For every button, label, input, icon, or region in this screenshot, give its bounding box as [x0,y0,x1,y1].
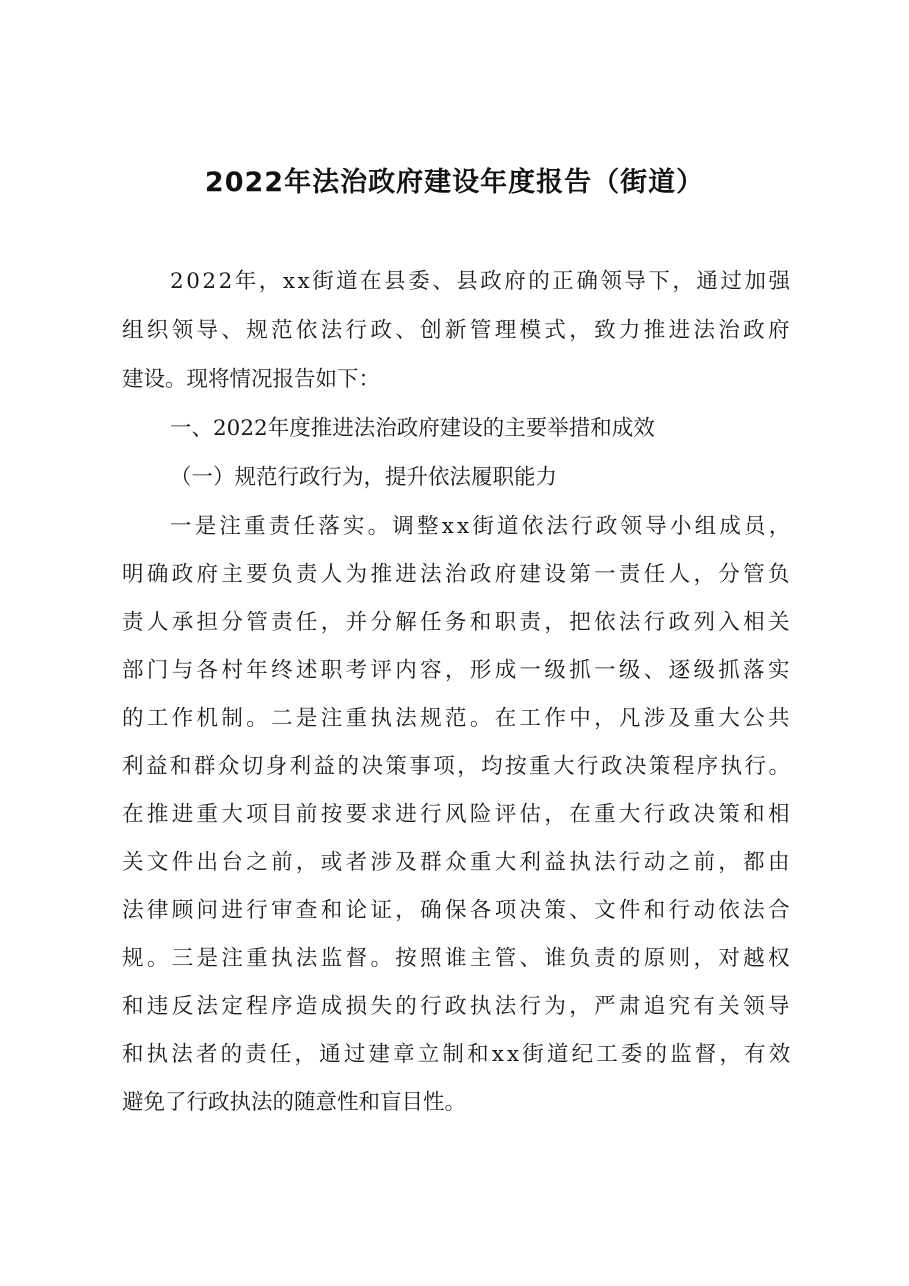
paragraph-line: 和违反法定程序造成损失的行政执法行为，严肃追究有关领导 [122,994,793,1019]
paragraph-line: 组织领导、规范依法行政、创新管理模式，致力推进法治政府 [122,318,793,343]
document-title: 2022年法治政府建设年度报告（街道） [204,167,705,198]
paragraph-line: 责人承担分管责任，并分解任务和职责，把依法行政列入相关 [122,610,793,635]
paragraph-line: 在推进重大项目前按要求进行风险评估，在重大行政决策和相 [122,802,793,827]
paragraph-line: 一是注重责任落实。调整xx街道依法行政领导小组成员， [170,514,794,539]
paragraph-line: 明确政府主要负责人为推进法治政府建设第一责任人，分管负 [122,562,793,587]
section-heading: 一、2022年度推进法治政府建设的主要举措和成效 [170,416,655,441]
paragraph-line: 利益和群众切身利益的决策事项，均按重大行政决策程序执行。 [122,754,793,779]
paragraph-line: 避免了行政执法的随意性和盲目性。 [122,1090,467,1115]
paragraph-line: 建设。现将情况报告如下： [122,367,381,392]
subsection-heading: （一）规范行政行为，提升依法履职能力 [170,465,558,490]
paragraph-line: 关文件出台之前，或者涉及群众重大利益执法行动之前，都由 [122,850,793,875]
paragraph-line: 部门与各村年终述职考评内容，形成一级抓一级、逐级抓落实 [122,658,793,683]
paragraph-line: 规。三是注重执法监督。按照谁主管、谁负责的原则，对越权 [122,946,793,971]
paragraph-line: 2022年，xx街道在县委、县政府的正确领导下，通过加强 [170,269,793,294]
paragraph-line: 和执法者的责任，通过建章立制和xx街道纪工委的监督，有效 [122,1042,794,1067]
paragraph-line: 的工作机制。二是注重执法规范。在工作中，凡涉及重大公共 [122,706,793,731]
paragraph-line: 法律顾问进行审查和论证，确保各项决策、文件和行动依法合 [122,898,793,923]
